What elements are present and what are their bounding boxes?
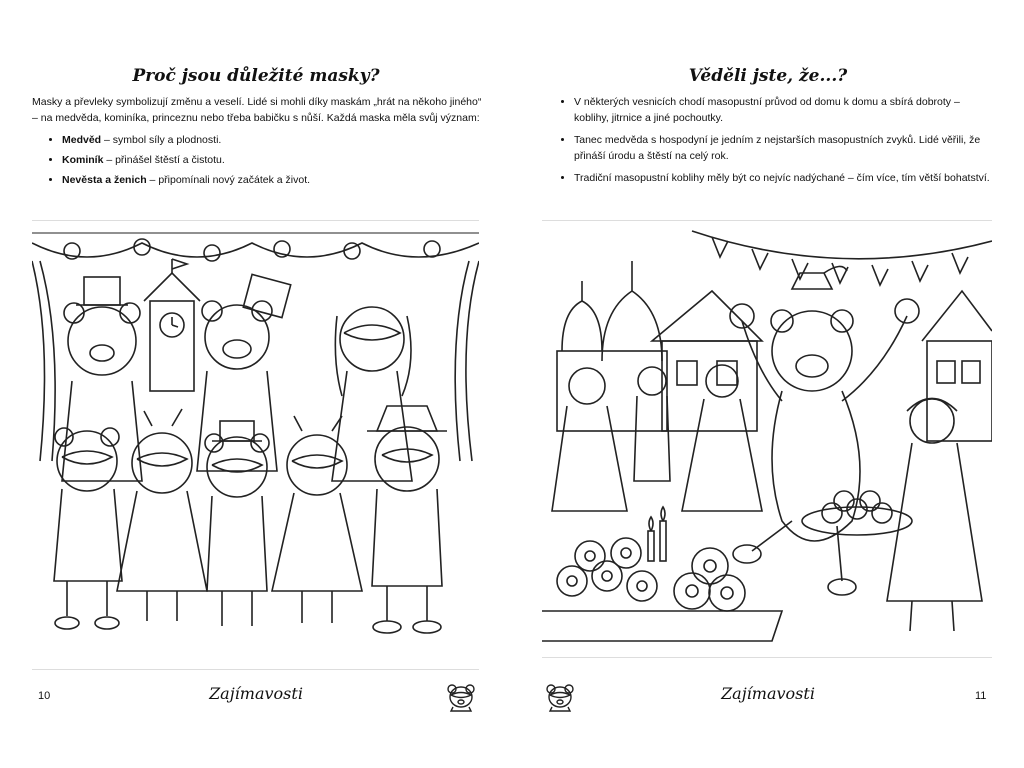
footer-title: Zajímavosti xyxy=(721,684,815,703)
list-item: • Tanec medvěda s hospodyní je jedním z nejstarších masopustních zvyků. Lidé věřili, že přináší úrodu a štěstí na celý rok. xyxy=(574,132,992,164)
fun-facts-list xyxy=(552,94,992,186)
list-item xyxy=(62,152,484,168)
masked-bear-logo-icon xyxy=(542,682,578,712)
masked-bear-logo-icon xyxy=(443,682,479,712)
mask-meaning-list xyxy=(32,132,484,188)
list-item: • V některých vesnicích chodí masopustní průvod od domu k domu a sbírá dobroty – koblihy, jitrnice a jiné pochoutky. xyxy=(574,94,992,126)
masked-characters-coloring-illustration xyxy=(32,221,479,669)
right-page-heading: Věděli jste, že...? xyxy=(688,66,848,86)
masked-characters-illustration xyxy=(32,220,479,670)
right-page xyxy=(512,0,1024,768)
list-item-term: Medvěd xyxy=(62,134,102,146)
list-item xyxy=(62,132,484,148)
list-item-text: – přinášel štěstí a čistotu. xyxy=(103,154,225,166)
right-page-text xyxy=(552,94,992,192)
list-item: • Tradiční masopustní koblihy měly být co nejvíc nadýchané – čím více, tím větší bohatství. xyxy=(574,170,992,186)
dancing-bear-illustration xyxy=(542,220,992,658)
page-number: 11 xyxy=(975,690,987,702)
list-item-text: – připomínali nový začátek a život. xyxy=(146,174,311,186)
list-item-text: – symbol síly a plodnosti. xyxy=(101,134,222,146)
page-number: 10 xyxy=(38,690,51,702)
left-page-intro: Masky a převleky symbolizují změnu a veselí. Lidé si mohli díky maskám „hrát na někoho jiného“ – na medvěda, kominíka, princeznu nebo třeba babičku s nůší. Každá maska měla svůj význam: xyxy=(32,96,482,124)
dancing-bear-village-coloring-illustration xyxy=(542,221,992,657)
footer-title: Zajímavosti xyxy=(209,684,303,703)
list-item xyxy=(62,172,484,188)
list-item-term: Kominík xyxy=(62,154,104,166)
list-item-term: Nevěsta a ženich xyxy=(62,174,147,186)
left-page-heading: Proč jsou důležité masky? xyxy=(132,66,380,86)
left-page-text xyxy=(32,94,484,192)
